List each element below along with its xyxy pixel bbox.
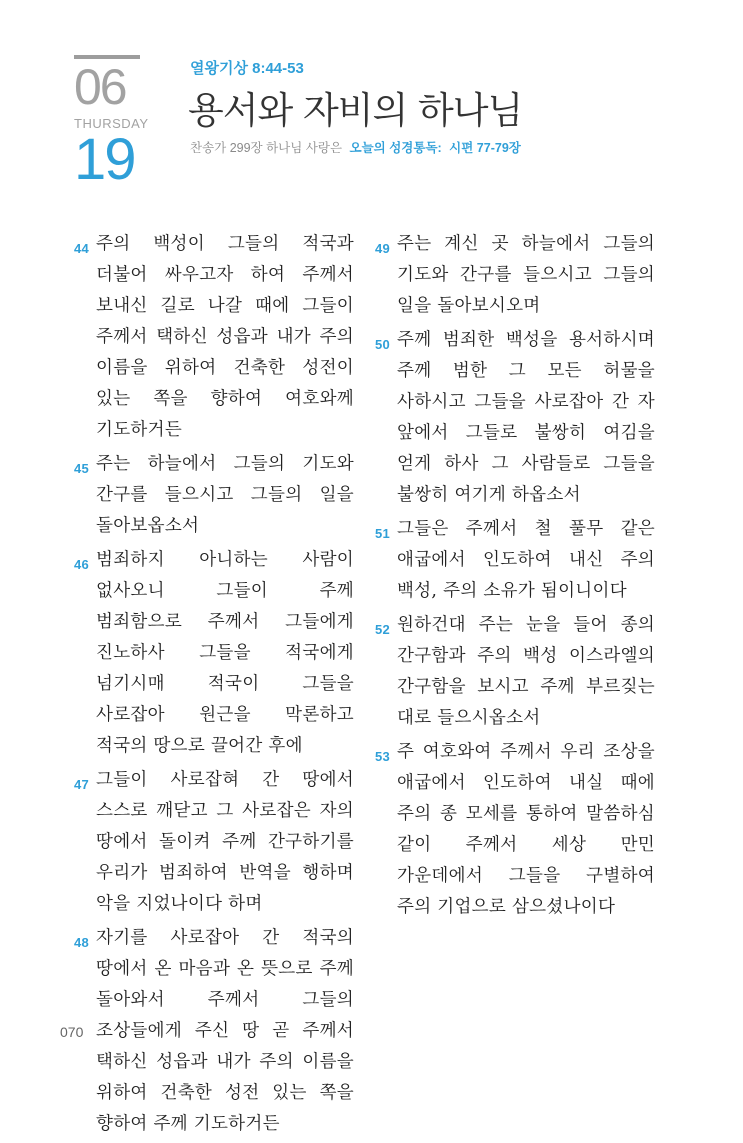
verse-text: 주는 하늘에서 그들의 기도와 간구를 들으시고 그들의 일을 돌아보옵소서: [96, 454, 354, 536]
verse-number: 50: [375, 337, 391, 352]
verse: [375, 514, 655, 607]
verse-number: 51: [375, 526, 391, 541]
verse-text: 원하건대 주는 눈을 들어 종의 간구함과 주의 백성 이스라엘의 간구함을 보시고 주께 부르짖는 대로 들으시옵소서: [397, 615, 655, 728]
date-block: [74, 55, 149, 192]
verse-number: 48: [74, 935, 90, 950]
verse-text: 자기를 사로잡아 간 적국의 땅에서 온 마음과 온 뜻으로 주께 돌아와서 주께서 그들의 조상들에게 주신 땅 곧 주께서 택하신 성읍과 내가 주의 이름을 위하여 건축한 성전 있는 쪽을 향하여 주께 기도하거든: [96, 928, 354, 1134]
verse-number: 47: [74, 777, 90, 792]
verse: [375, 737, 655, 923]
verse: [74, 229, 354, 446]
verse-text: 범죄하지 아니하는 사람이 없사오니 그들이 주께 범죄함으로 주께서 그들에게 진노하사 그들을 적국에게 넘기시매 적국이 그들을 사로잡아 원근을 막론하고 적국의 땅으로 끌어간 후에: [96, 550, 354, 756]
verse-text: 그들이 사로잡혀 간 땅에서 스스로 깨닫고 그 사로잡은 자의 땅에서 돌이켜 주께 간구하기를 우리가 범죄하여 반역을 행하며 악을 지었나이다 하며: [96, 770, 354, 914]
verse: [375, 610, 655, 734]
verse-number: 53: [375, 749, 391, 764]
verse: [74, 449, 354, 542]
verse-number: 46: [74, 557, 90, 572]
verse: [74, 545, 354, 762]
weekday: THURSDAY: [74, 116, 149, 131]
verse-text: 주의 백성이 그들의 적국과 더불어 싸우고자 하여 주께서 보내신 길로 나갈 때에 그들이 주께서 택하신 성읍과 내가 주의 이름을 위하여 건축한 성전이 있는 쪽을 향하여 여호와께 기도하거든: [96, 234, 354, 440]
verse-number: 45: [74, 461, 90, 476]
day-number: 19: [74, 127, 135, 192]
verse-number: 52: [375, 622, 391, 637]
month-number: 06: [74, 59, 126, 115]
hymn-info: 찬송가 299장 하나님 사랑은: [190, 141, 343, 155]
verse: [74, 923, 354, 1140]
subline: [190, 138, 521, 156]
verse: [375, 229, 655, 322]
verse: [74, 765, 354, 920]
verse: [375, 325, 655, 511]
right-column: [375, 229, 655, 926]
verse-text: 주는 계신 곳 하늘에서 그들의 기도와 간구를 들으시고 그들의 일을 돌아보시오며: [397, 234, 655, 316]
verse-number: 49: [375, 241, 391, 256]
verse-text: 그들은 주께서 철 풀무 같은 애굽에서 인도하여 내신 주의 백성, 주의 소유가 됨이니이다: [397, 519, 655, 601]
reading-label: 오늘의 성경통독:: [349, 141, 442, 155]
verse-text: 주 여호와여 주께서 우리 조상을 애굽에서 인도하여 내실 때에 주의 종 모세를 통하여 말씀하심 같이 주께서 세상 만민 가운데에서 그들을 구별하여 주의 기업으로 삼으셨나이다: [397, 742, 655, 917]
verse-text: 주께 범죄한 백성을 용서하시며 주께 범한 그 모든 허물을 사하시고 그들을 사로잡아 간 자 앞에서 그들로 불쌍히 여김을 얻게 하사 그 사람들로 그들을 불쌍히 여기게 하옵소서: [397, 330, 655, 505]
page-number: 070: [60, 1024, 84, 1040]
scripture-reference: 열왕기상 8:44-53: [190, 60, 304, 77]
verse-number: 44: [74, 241, 90, 256]
reading-value: 시편 77-79장: [449, 141, 521, 155]
page-title: 용서와 자비의 하나님: [188, 89, 523, 132]
left-column: [74, 229, 354, 1143]
